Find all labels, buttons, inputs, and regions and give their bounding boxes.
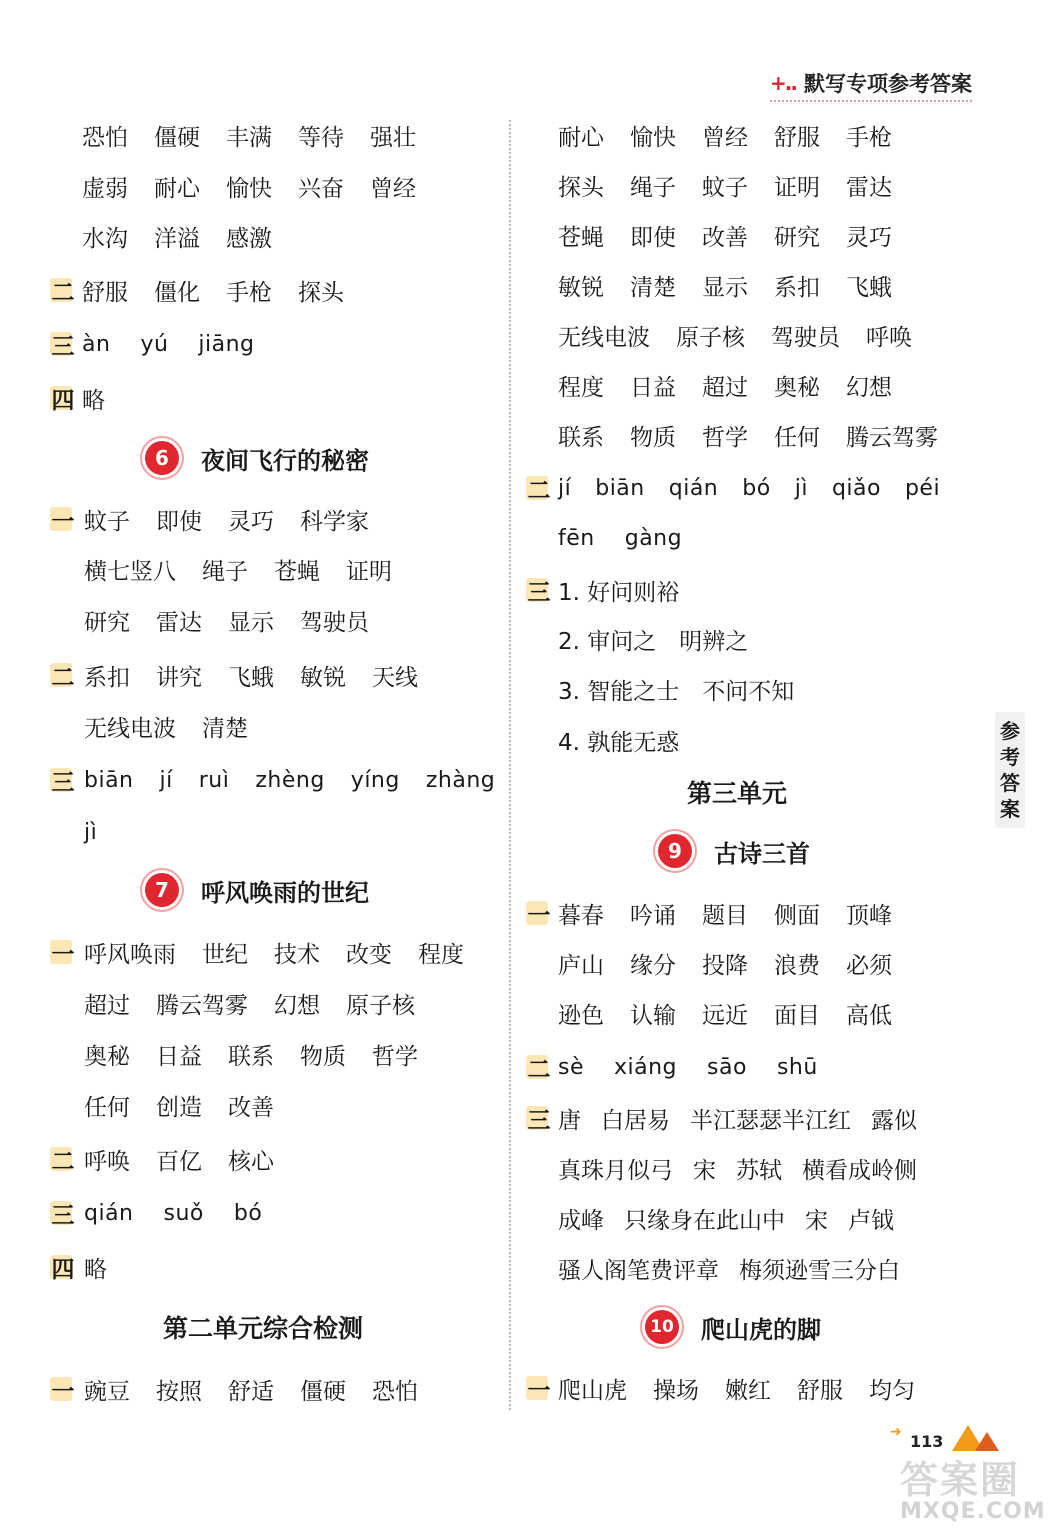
watermark-text: 答案圈 xyxy=(900,1458,1021,1502)
header-title: 默写专项参考答案 xyxy=(804,72,972,96)
sec9-yi-row-3 xyxy=(558,993,918,1033)
word: 系扣 xyxy=(774,274,820,301)
watermark-logo xyxy=(900,1460,1050,1530)
word: 飞蛾 xyxy=(228,664,274,691)
sec6-san-row-1 xyxy=(84,760,495,800)
word: 耐心 xyxy=(558,124,604,151)
word: 呼风唤雨 xyxy=(84,941,176,968)
lesson-number-badge: 6 xyxy=(145,441,179,475)
section-title: 爬山虎的脚 xyxy=(701,1315,821,1344)
marker-si: 四 xyxy=(48,378,78,418)
sec9-yi-row-2 xyxy=(558,943,918,983)
pinyin: qián xyxy=(84,1200,134,1226)
unit2-yi-row xyxy=(84,1369,444,1409)
marker-si: 四 xyxy=(48,1247,78,1287)
word: 愉快 xyxy=(630,124,676,151)
unit-2-test-title: 第二单元综合检测 xyxy=(163,1314,364,1343)
marker-yi: 一 xyxy=(524,1368,554,1408)
word: 即使 xyxy=(156,508,202,535)
sec6-yi-row-2 xyxy=(84,549,418,589)
marker-er: 二 xyxy=(48,1139,78,1179)
lesson-number-badge: 7 xyxy=(145,873,179,907)
right-block1-row-5 xyxy=(558,315,938,355)
word: 显示 xyxy=(702,274,748,301)
sec7-er-row xyxy=(84,1139,300,1179)
word: 证明 xyxy=(774,174,820,201)
word: 技术 xyxy=(274,941,320,968)
word: 洋溢 xyxy=(154,225,200,252)
left-block1-row-2 xyxy=(82,166,442,206)
pinyin: jì xyxy=(794,475,808,501)
sec9-san-row-2 xyxy=(558,1148,937,1188)
word: 联系 xyxy=(558,424,604,451)
word: 原子核 xyxy=(346,992,415,1019)
word: 幻想 xyxy=(274,992,320,1019)
right-block1-row-4 xyxy=(558,265,918,305)
word: 浪费 xyxy=(774,952,820,979)
pinyin: biān xyxy=(84,767,134,793)
word: 科学家 xyxy=(300,508,369,535)
word: 蚊子 xyxy=(84,508,130,535)
word: 改变 xyxy=(346,941,392,968)
word: 驾驶员 xyxy=(300,609,369,636)
pinyin: àn xyxy=(82,331,111,357)
answer: 白居易 xyxy=(601,1107,670,1134)
unit-3-title: 第三单元 xyxy=(687,779,788,808)
word: 蚊子 xyxy=(702,174,748,201)
word: 奥秘 xyxy=(774,374,820,401)
pinyin: péi xyxy=(904,475,941,501)
marker-yi: 一 xyxy=(48,932,78,972)
word: 天线 xyxy=(372,664,418,691)
word: 等待 xyxy=(298,124,344,151)
section-title: 古诗三首 xyxy=(714,839,810,868)
word: 恐怕 xyxy=(82,124,128,151)
word: 驾驶员 xyxy=(771,324,840,351)
right-san1-item-4: 4. 孰能无惑 xyxy=(558,729,680,756)
word: 呼唤 xyxy=(84,1148,130,1175)
word: 手枪 xyxy=(846,124,892,151)
word: 研究 xyxy=(84,609,130,636)
word: 清楚 xyxy=(202,715,248,742)
sec9-er-row xyxy=(558,1047,848,1087)
word: 飞蛾 xyxy=(846,274,892,301)
section-10-heading xyxy=(645,1305,821,1349)
marker-er: 二 xyxy=(48,270,78,310)
section-title: 夜间飞行的秘密 xyxy=(201,446,369,475)
marker-er: 二 xyxy=(48,655,78,695)
word: 面目 xyxy=(774,1002,820,1029)
word: 投降 xyxy=(702,952,748,979)
right-san1-item-3: 3. 智能之士 不问不知 xyxy=(558,678,795,705)
answer: 露似 xyxy=(871,1107,917,1134)
marker-yi: 一 xyxy=(48,1369,78,1409)
sec6-yi-row-1 xyxy=(84,499,395,539)
arrow-icon: ➜ xyxy=(890,1424,902,1440)
lesson-number-badge: 9 xyxy=(658,834,692,868)
sec7-si-row xyxy=(84,1247,133,1287)
answer: 半江瑟瑟半江红 xyxy=(690,1107,851,1134)
marker-san: 三 xyxy=(48,324,78,364)
sec6-er-row-1 xyxy=(84,655,444,695)
word: 创造 xyxy=(156,1094,202,1121)
word: 手枪 xyxy=(226,279,272,306)
answer: 梅须逊雪三分白 xyxy=(739,1257,900,1284)
pinyin: zhèng xyxy=(255,767,325,793)
word: 恐怕 xyxy=(372,1378,418,1405)
word: 系扣 xyxy=(84,664,130,691)
right-er1-row-1 xyxy=(558,468,940,508)
page-number: 113 xyxy=(910,1432,944,1451)
right-san1-item-1: 1. 好问则裕 xyxy=(558,579,680,606)
word: 百亿 xyxy=(156,1148,202,1175)
word: 舒服 xyxy=(797,1377,843,1404)
marker-er: 二 xyxy=(524,468,554,508)
word: 日益 xyxy=(156,1043,202,1070)
pinyin: biān xyxy=(595,475,645,501)
left-block1-row-3 xyxy=(82,216,298,256)
word: 哲学 xyxy=(702,424,748,451)
word: 僵硬 xyxy=(300,1378,346,1405)
header-mark-icon: +.. xyxy=(770,71,796,95)
word: 舒适 xyxy=(228,1378,274,1405)
word: 愉快 xyxy=(226,175,272,202)
pinyin: jì xyxy=(84,819,98,845)
pinyin: sè xyxy=(558,1054,584,1080)
marker-san: 三 xyxy=(48,1193,78,1233)
word: 呼唤 xyxy=(866,324,912,351)
word: 缘分 xyxy=(630,952,676,979)
word: 哲学 xyxy=(372,1043,418,1070)
word: 逊色 xyxy=(558,1002,604,1029)
pinyin: gàng xyxy=(624,525,683,551)
word: 改善 xyxy=(228,1094,274,1121)
word: 题目 xyxy=(702,902,748,929)
right-block1-row-1 xyxy=(558,115,918,155)
sec7-san-row xyxy=(84,1193,292,1233)
word: 探头 xyxy=(558,174,604,201)
answer: 宋 xyxy=(805,1207,828,1234)
word: 僵硬 xyxy=(154,124,200,151)
sec7-yi-row-2 xyxy=(84,983,441,1023)
pinyin: bó xyxy=(742,475,771,501)
word: 丰满 xyxy=(226,124,272,151)
pinyin: sāo xyxy=(707,1054,747,1080)
word: 水沟 xyxy=(82,225,128,252)
sec6-san-row-2 xyxy=(84,812,127,852)
pinyin: qiǎo xyxy=(831,475,881,501)
word: 无线电波 xyxy=(84,715,176,742)
pinyin: yú xyxy=(140,331,169,357)
right-san1-item-2: 2. 审问之 明辨之 xyxy=(558,628,749,655)
section-title: 呼风唤雨的世纪 xyxy=(201,878,369,907)
sec7-yi-row-3 xyxy=(84,1034,444,1074)
word: 奥秘 xyxy=(84,1043,130,1070)
word: 必须 xyxy=(846,952,892,979)
answer: 骚人阁笔费评章 xyxy=(558,1257,719,1284)
word: 超过 xyxy=(702,374,748,401)
answer: 卢钺 xyxy=(848,1207,894,1234)
left-si1-row xyxy=(82,378,131,418)
word: 显示 xyxy=(228,609,274,636)
word: 核心 xyxy=(228,1148,274,1175)
word: 操场 xyxy=(653,1377,699,1404)
word: 联系 xyxy=(228,1043,274,1070)
right-block1-row-2 xyxy=(558,165,918,205)
word: 强壮 xyxy=(370,124,416,151)
right-block1-row-6 xyxy=(558,365,918,405)
word: 程度 xyxy=(558,374,604,401)
marker-yi: 一 xyxy=(48,499,78,539)
word: 曾经 xyxy=(370,175,416,202)
word: 敏锐 xyxy=(300,664,346,691)
word: 灵巧 xyxy=(846,224,892,251)
word: 嫩红 xyxy=(725,1377,771,1404)
pinyin: qián xyxy=(668,475,719,501)
word: 世纪 xyxy=(202,941,248,968)
word: 绳子 xyxy=(630,174,676,201)
word: 苍蝇 xyxy=(558,224,604,251)
word: 灵巧 xyxy=(228,508,274,535)
marker-san: 三 xyxy=(48,760,78,800)
pinyin: bó xyxy=(233,1200,263,1226)
word: 程度 xyxy=(418,941,464,968)
mountain-icon xyxy=(975,1432,999,1451)
sec7-yi-row-1 xyxy=(84,932,490,972)
word: 爬山虎 xyxy=(558,1377,627,1404)
pinyin: fēn xyxy=(558,525,595,551)
word: 证明 xyxy=(346,558,392,585)
word: 敏锐 xyxy=(558,274,604,301)
word: 改善 xyxy=(702,224,748,251)
word: 按照 xyxy=(156,1378,202,1405)
pinyin: zhàng xyxy=(425,767,496,793)
left-block1-row-1 xyxy=(82,115,442,155)
column-divider xyxy=(509,120,511,1410)
word: 绳子 xyxy=(202,558,248,585)
pinyin: suǒ xyxy=(163,1200,204,1226)
section-7-heading xyxy=(145,868,369,912)
section-6-heading xyxy=(145,436,369,480)
word: 研究 xyxy=(774,224,820,251)
answer: 成峰 xyxy=(558,1207,604,1234)
sec6-yi-row-3 xyxy=(84,600,395,640)
word: 清楚 xyxy=(630,274,676,301)
word: 雷达 xyxy=(156,609,202,636)
word: 腾云驾雾 xyxy=(156,992,248,1019)
word: 即使 xyxy=(630,224,676,251)
right-er1-row-2 xyxy=(558,518,712,558)
sec10-yi-row xyxy=(558,1368,941,1408)
word: 物质 xyxy=(300,1043,346,1070)
pinyin: xiáng xyxy=(614,1054,678,1080)
page-header xyxy=(770,66,972,102)
answer: 横看成岭侧 xyxy=(802,1157,917,1184)
answer: 只缘身在此山中 xyxy=(624,1207,785,1234)
right-block1-row-7 xyxy=(558,415,964,455)
word: 侧面 xyxy=(774,902,820,929)
word: 均匀 xyxy=(869,1377,915,1404)
left-san1-row xyxy=(82,324,285,364)
word: 讲究 xyxy=(156,664,202,691)
answer: 真珠月似弓 xyxy=(558,1157,673,1184)
word: 原子核 xyxy=(676,324,745,351)
marker-yi: 一 xyxy=(524,893,554,933)
word: 任何 xyxy=(774,424,820,451)
section-9-heading xyxy=(658,829,810,873)
word: 耐心 xyxy=(154,175,200,202)
sec9-yi-row-1 xyxy=(558,893,918,933)
answer: 苏轼 xyxy=(736,1157,782,1184)
word: 庐山 xyxy=(558,952,604,979)
marker-san: 三 xyxy=(524,1098,554,1138)
word: 日益 xyxy=(630,374,676,401)
word: 虚弱 xyxy=(82,175,128,202)
word: 幻想 xyxy=(846,374,892,401)
marker-san: 三 xyxy=(524,570,554,610)
word: 认输 xyxy=(630,1002,676,1029)
pinyin: jiāng xyxy=(198,331,255,357)
word: 物质 xyxy=(630,424,676,451)
word: 探头 xyxy=(298,279,344,306)
word: 高低 xyxy=(846,1002,892,1029)
sec9-san-row-3 xyxy=(558,1198,914,1238)
word: 远近 xyxy=(702,1002,748,1029)
word: 暮春 xyxy=(558,902,604,929)
word: 僵化 xyxy=(154,279,200,306)
word: 略 xyxy=(84,1256,107,1283)
sec9-san-row-1 xyxy=(558,1098,937,1138)
word: 任何 xyxy=(84,1094,130,1121)
word: 顶峰 xyxy=(846,902,892,929)
word: 雷达 xyxy=(846,174,892,201)
right-block1-row-3 xyxy=(558,215,918,255)
answer: 宋 xyxy=(693,1157,716,1184)
word: 曾经 xyxy=(702,124,748,151)
word: 舒服 xyxy=(774,124,820,151)
sec9-san-row-4 xyxy=(558,1248,920,1288)
pinyin: jí xyxy=(159,767,173,793)
word: 感激 xyxy=(226,225,272,252)
sec7-yi-row-4 xyxy=(84,1085,300,1125)
word: 豌豆 xyxy=(84,1378,130,1405)
pinyin: jí xyxy=(558,475,572,501)
word: 吟诵 xyxy=(630,902,676,929)
pinyin: shū xyxy=(776,1054,818,1080)
word: 超过 xyxy=(84,992,130,1019)
side-tab-answers: 参考答案 xyxy=(995,712,1025,828)
lesson-number-badge: 10 xyxy=(645,1310,679,1344)
left-er1-row xyxy=(82,270,370,310)
pinyin: yíng xyxy=(350,767,400,793)
pinyin: ruì xyxy=(198,767,230,793)
word: 兴奋 xyxy=(298,175,344,202)
word: 无线电波 xyxy=(558,324,650,351)
word: 舒服 xyxy=(82,279,128,306)
marker-er: 二 xyxy=(524,1047,554,1087)
answer: 唐 xyxy=(558,1107,581,1134)
word: 腾云驾雾 xyxy=(846,424,938,451)
watermark-url: MXQE.COM xyxy=(900,1499,1046,1524)
word: 横七竖八 xyxy=(84,558,176,585)
word: 苍蝇 xyxy=(274,558,320,585)
word: 略 xyxy=(82,387,105,414)
sec6-er-row-2 xyxy=(84,706,274,746)
